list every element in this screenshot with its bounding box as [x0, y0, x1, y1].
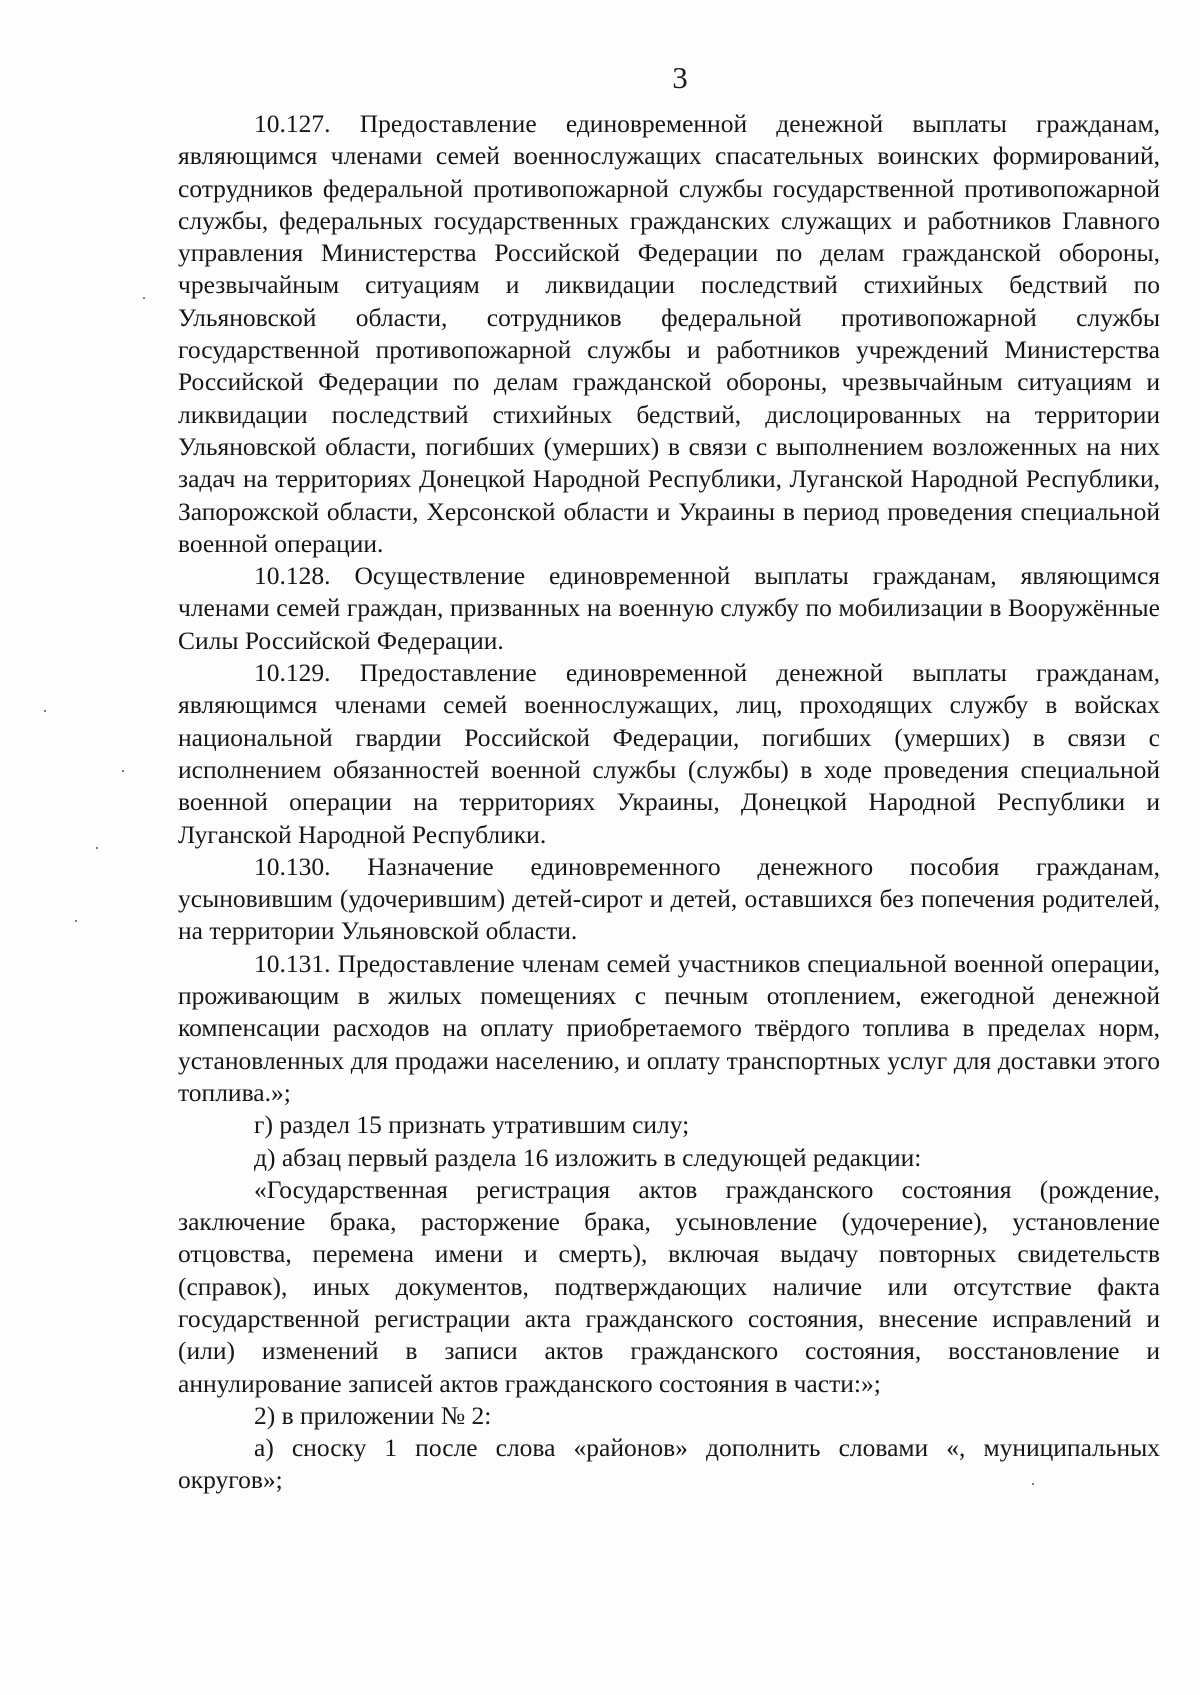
document-body	[178, 108, 1160, 1497]
scan-speck	[143, 297, 145, 299]
scan-speck	[44, 710, 46, 712]
paragraph-10-130: 10.130. Назначение единовременного денежного пособия гражданам, усыновившим (удочерившим) детей-сирот и детей, оставшихся без попечения родителей, на территории Ульяновской области.	[178, 851, 1160, 946]
paragraph-item-a: а) сноску 1 после слова «районов» дополнить словами «, муниципальных округов»;	[178, 1433, 1160, 1495]
scan-speck	[75, 920, 77, 922]
paragraph-10-128: 10.128. Осуществление единовременной выплаты гражданам, являющимся членами семей граждан, призванных на военную службу по мобилизации в Вооружённые Силы Российской Федерации.	[178, 561, 1160, 655]
scan-speck	[1032, 1483, 1034, 1485]
paragraph-quoted-registration: «Государственная регистрация актов гражданского состояния (рождение, заключение брака, расторжение брака, усыновление (удочерение), установление отцовства, перемена имени и смерть), включая выдачу повторных свидетельств (справок), иных документов, подтверждающих наличие или отсутствие факта государственной регистрации акта гражданского состояния, внесение исправлений и (или) изменений в записи актов гражданского состояния, восстановление и аннулирование записей актов гражданского состояния в части:»;	[178, 1174, 1160, 1398]
paragraph-item-d: д) абзац первый раздела 16 изложить в следующей редакции:	[254, 1142, 922, 1172]
paragraph-item-2: 2) в приложении № 2:	[254, 1400, 492, 1430]
page-number: 3	[672, 60, 688, 95]
paragraph-10-127: 10.127. Предоставление единовременной денежной выплаты гражданам, являющимся членами семей военнослужащих спасательных воинских формирований, сотрудников федеральной противопожарной службы государственной противопожарной службы, федеральных государственных гражданских служащих и работников Главного управления Министерства Российской Федерации по делам гражданской обороны, чрезвычайным ситуациям и ликвидации последствий стихийных бедствий по Ульяновской области, сотрудников федеральной противопожарной службы государственной противопожарной службы и работников учреждений Министерства Российской Федерации по делам гражданской обороны, чрезвычайным ситуациям и ликвидации последствий стихийных бедствий, дислоцированных на территории Ульяновской области, погибших (умерших) в связи с выполнением возложенных на них задач на территориях Донецкой Народной Республики, Луганской Народной Республики, Запорожской области, Херсонской области и Украины в период проведения специальной военной операции.	[178, 109, 1160, 558]
paragraph-10-131: 10.131. Предоставление членам семей участников специальной военной операции, проживающим в жилых помещениях с печным отоплением, ежегодной денежной компенсации расходов на оплату приобретаемого твёрдого топлива в пределах норм, установленных для продажи населению, и оплату транспортных услуг для доставки этого топлива.»;	[178, 948, 1160, 1107]
paragraph-item-g: г) раздел 15 признать утратившим силу;	[254, 1110, 690, 1140]
scan-speck	[96, 847, 98, 849]
scan-speck	[122, 770, 124, 772]
paragraph-10-129: 10.129. Предоставление единовременной денежной выплаты гражданам, являющимся членами семей военнослужащих, лиц, проходящих службу в войсках национальной гвардии Российской Федерации, погибших (умерших) в связи с исполнением обязанностей военной службы (службы) в ходе проведения специальной военной операции на территориях Украины, Донецкой Народной Республики и Луганской Народной Республики.	[178, 658, 1160, 849]
